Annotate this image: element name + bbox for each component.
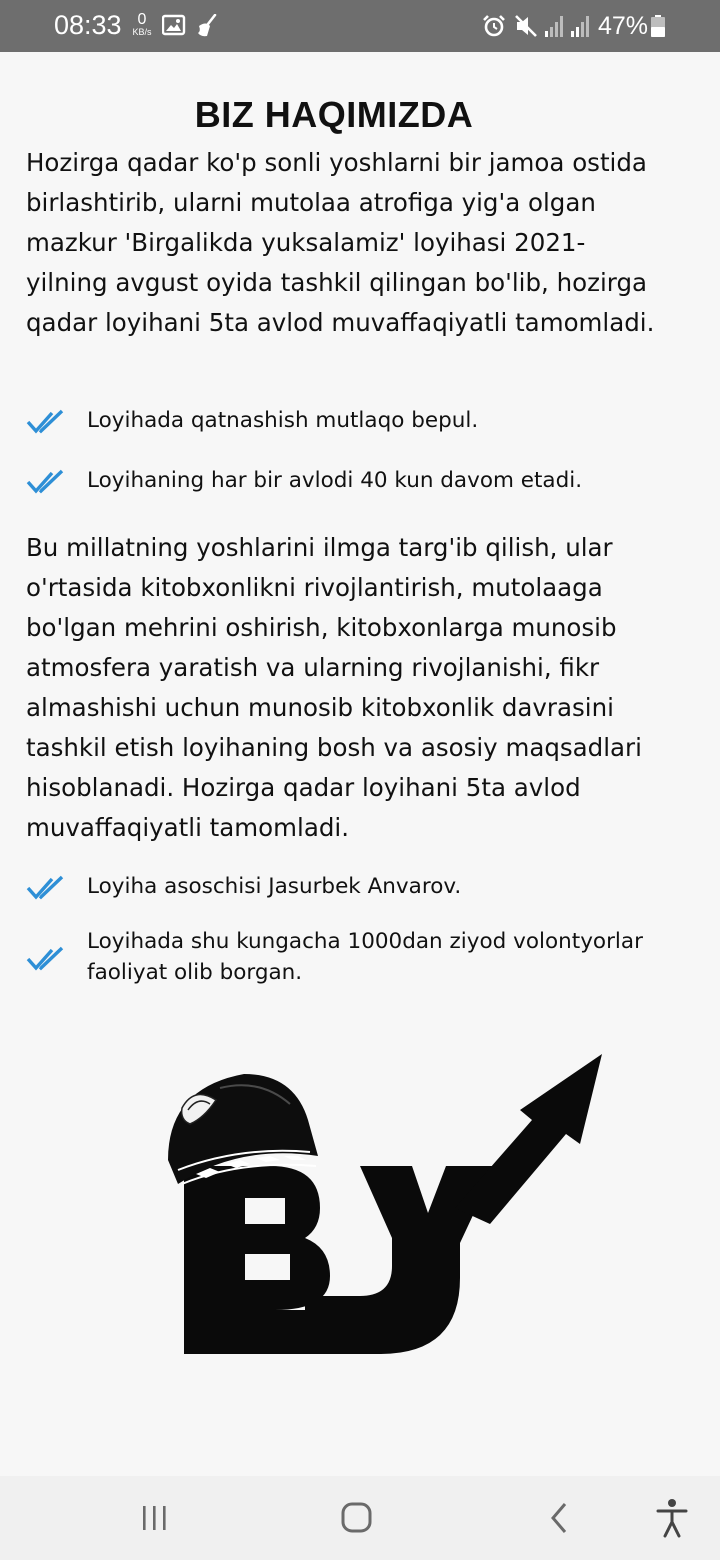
double-check-icon xyxy=(26,944,70,974)
signal-icon xyxy=(569,14,591,38)
list-item-text: Loyihada qatnashish mutlaqo bepul. xyxy=(87,408,479,433)
home-button[interactable] xyxy=(337,1496,377,1540)
double-check-icon xyxy=(26,407,70,437)
double-check-icon xyxy=(26,873,70,903)
image-icon xyxy=(162,14,186,36)
intro-paragraph: Hozirga qadar ko'p sonli yoshlarni bir jamoa ostida birlashtirib, ularni mutolaa atrofiga yig'a olgan mazkur 'Birgalikda yuksalamiz' loyihasi 2021-yilning avgust oyida tashkil qilingan bo'lib, hozirga qadar loyihani 5ta avlod muvaffaqiyatli tamomladi. xyxy=(26,148,655,337)
page-title: BIZ HAQIMIZDA xyxy=(194,94,474,136)
list-item-text: Loyihaning har bir avlodi 40 kun davom etadi. xyxy=(87,468,583,493)
navigation-bar xyxy=(0,1476,720,1560)
status-time: 08:33 xyxy=(54,10,122,40)
mute-icon xyxy=(514,14,540,38)
battery-icon xyxy=(651,15,665,37)
accessibility-button[interactable] xyxy=(654,1496,690,1540)
double-check-icon xyxy=(26,467,70,497)
goals-paragraph: Bu millatning yoshlarini ilmga targ'ib qilish, ular o'rtasida kitobxonlikni rivojlantirish, mutolaaga bo'lgan mehrini oshirish, kitobxonlarga munosib atmosfera yaratish va ularning rivojlanishi, fikr almashishi uchun munosib kitobxonlik davrasini tashkil etish loyihaning bosh va asosiy maqsadlari hisoblanadi. Hozirga qadar loyihani 5ta avlod muvaffaqiyatli tamomladi. xyxy=(26,533,642,842)
signal-icon xyxy=(543,14,565,38)
network-speed-value: 0 xyxy=(137,11,147,28)
recent-apps-button[interactable] xyxy=(138,1496,172,1540)
cleaner-icon xyxy=(195,14,219,38)
back-button[interactable] xyxy=(543,1496,577,1540)
network-speed-unit: KB/s xyxy=(132,27,152,37)
list-item-text: Loyiha asoschisi Jasurbek Anvarov. xyxy=(87,874,462,899)
list-item-text: Loyihada shu kungacha 1000dan ziyod volontyorlar faoliyat olib borgan. xyxy=(87,929,643,985)
battery-percent: 47% xyxy=(598,12,649,40)
status-bar xyxy=(0,0,720,52)
alarm-icon xyxy=(482,14,506,38)
network-speed xyxy=(128,12,156,37)
by-logo xyxy=(160,1048,610,1364)
